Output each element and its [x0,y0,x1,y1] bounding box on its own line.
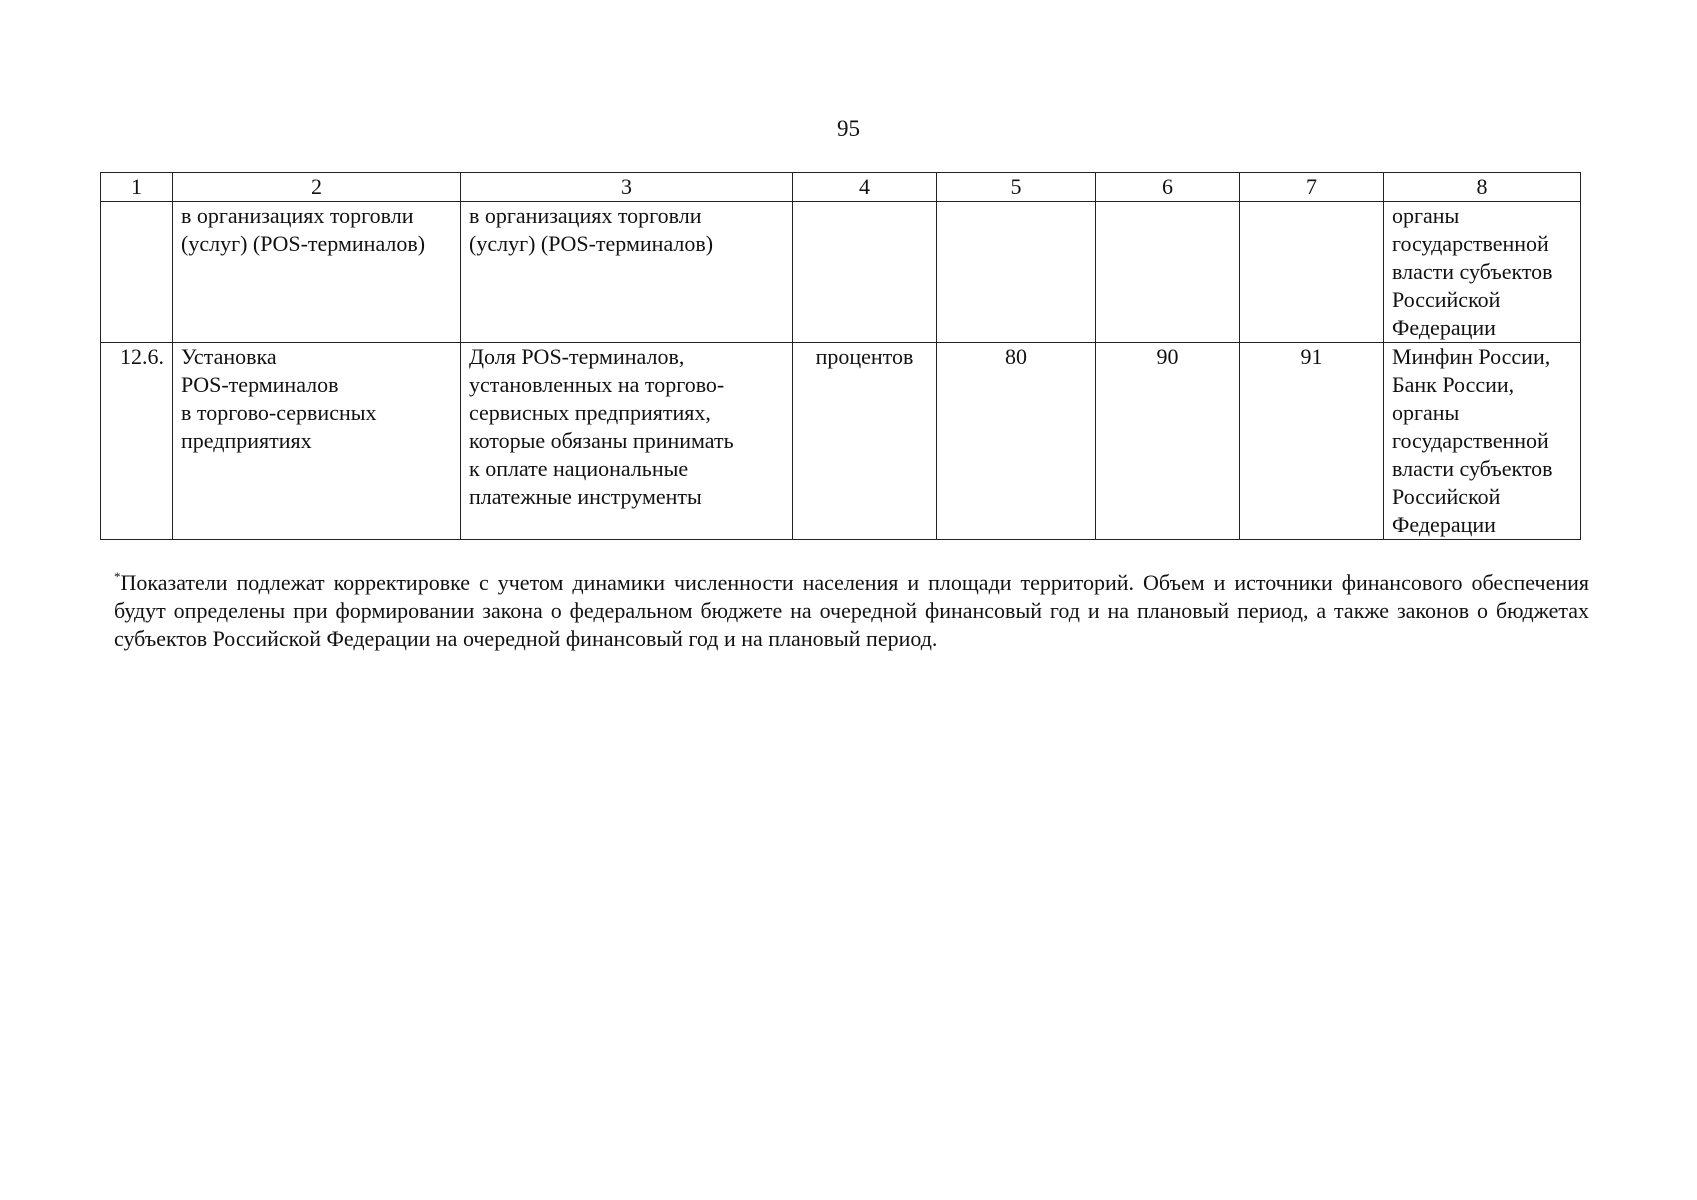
value-cell-5 [937,202,1096,343]
activity-cell: Установка POS-терминалов в торгово-сервисных предприятиях [173,343,461,540]
column-number-7: 7 [1240,173,1384,202]
footnote-text: Показатели подлежат корректировке с учетом динамики численности населения и площади территорий. Объем и источники финансового обеспечения будут определены при формировании закона о федеральном бюджете на очередной финансовый год и на плановый период, а также законов о бюджетах субъектов Российской Федерации на очередной финансовый год и на плановый период. [114,570,1589,651]
value-cell-5: 80 [937,343,1096,540]
program-indicators-table [100,172,1581,540]
item-number-cell: 12.6. [101,343,173,540]
value-cell-6 [1096,202,1240,343]
value-cell-7 [1240,202,1384,343]
column-number-2: 2 [173,173,461,202]
responsible-cell: органы государственной власти субъектов Российской Федерации [1384,202,1581,343]
table-row [101,343,1581,540]
footnote-marker: * [114,569,121,584]
value-cell-7: 91 [1240,343,1384,540]
indicator-cell: Доля POS-терминалов, установленных на торгово- сервисных предприятиях, которые обязаны принимать к оплате национальные платежные инструменты [461,343,793,540]
column-number-3: 3 [461,173,793,202]
unit-cell [793,202,937,343]
activity-cell: в организациях торговли (услуг) (POS-терминалов) [173,202,461,343]
page-number: 95 [837,116,860,141]
column-number-6: 6 [1096,173,1240,202]
column-number-1: 1 [101,173,173,202]
column-number-5: 5 [937,173,1096,202]
table-header-row [101,173,1581,202]
indicator-cell: в организациях торговли (услуг) (POS-терминалов) [461,202,793,343]
table-row [101,202,1581,343]
column-number-4: 4 [793,173,937,202]
column-number-8: 8 [1384,173,1581,202]
responsible-cell: Минфин России, Банк России, органы государственной власти субъектов Российской Федерации [1384,343,1581,540]
value-cell-6: 90 [1096,343,1240,540]
unit-cell: процентов [793,343,937,540]
item-number-cell [101,202,173,343]
footnote [114,569,1589,653]
